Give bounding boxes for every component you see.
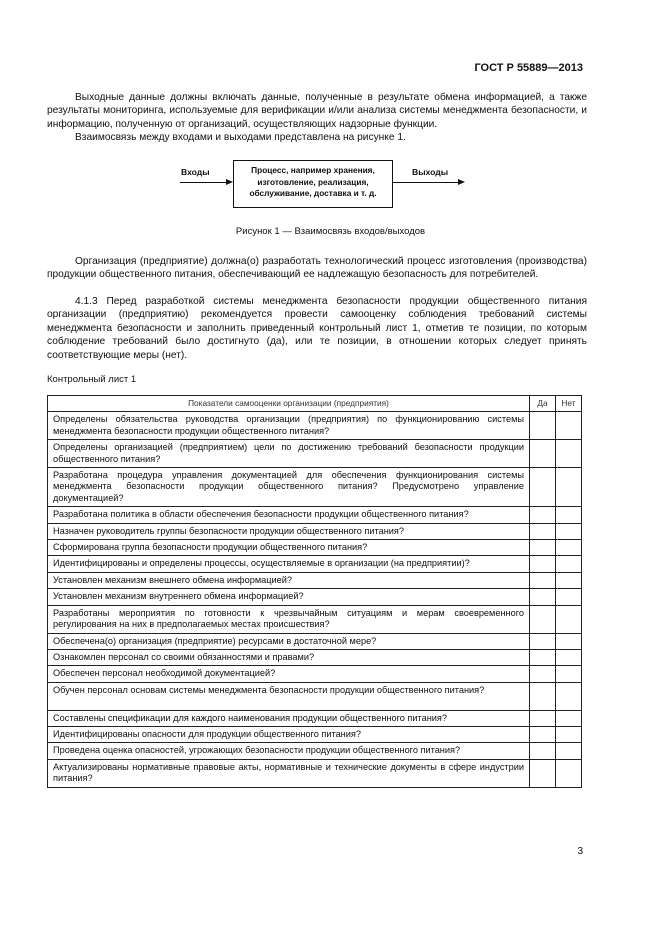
no-cell[interactable]	[556, 605, 582, 633]
diagram-output-label: Выходы	[412, 167, 449, 177]
checklist-question: Установлен механизм внутреннего обмена информацией?	[48, 589, 530, 605]
checklist-table	[47, 395, 582, 788]
yes-cell[interactable]	[530, 507, 556, 523]
table-row	[48, 572, 582, 588]
page-number: 3	[577, 846, 583, 857]
table-row	[48, 440, 582, 468]
no-cell[interactable]	[556, 682, 582, 710]
paragraph-text: Выходные данные должны включать данные, полученные в результате обмена информацией, а также результаты мониторинга, используемые для верификации и/или анализа системы менеджмента безопасности, и информацию, полученную от организаций, осуществляющих надзорные функции.	[47, 92, 587, 130]
no-cell[interactable]	[556, 507, 582, 523]
table-row	[48, 726, 582, 742]
yes-cell[interactable]	[530, 605, 556, 633]
yes-cell[interactable]	[530, 572, 556, 588]
no-cell[interactable]	[556, 440, 582, 468]
checklist-question: Установлен механизм внешнего обмена информацией?	[48, 572, 530, 588]
checklist-question: Составлены спецификации для каждого наименования продукции общественного питания?	[48, 710, 530, 726]
process-box	[233, 160, 393, 208]
column-header-yes: Да	[530, 396, 556, 412]
table-row	[48, 540, 582, 556]
no-cell[interactable]	[556, 666, 582, 682]
yes-cell[interactable]	[530, 412, 556, 440]
paragraph-relation	[47, 131, 587, 144]
no-cell[interactable]	[556, 556, 582, 572]
no-cell[interactable]	[556, 649, 582, 665]
process-line: обслуживание, доставка и т. д.	[249, 188, 377, 198]
yes-cell[interactable]	[530, 589, 556, 605]
table-row	[48, 589, 582, 605]
yes-cell[interactable]	[530, 556, 556, 572]
yes-cell[interactable]	[530, 649, 556, 665]
no-cell[interactable]	[556, 412, 582, 440]
table-header-row	[48, 396, 582, 412]
diagram-input-label: Входы	[181, 167, 210, 177]
table-row	[48, 605, 582, 633]
no-cell[interactable]	[556, 468, 582, 507]
output-arrow	[393, 182, 458, 183]
input-arrow	[180, 182, 226, 183]
paragraph-process	[47, 255, 587, 282]
yes-cell[interactable]	[530, 468, 556, 507]
no-cell[interactable]	[556, 633, 582, 649]
checklist-question: Идентифицированы и определены процессы, осуществляемые в организации (на предприятии)?	[48, 556, 530, 572]
yes-cell[interactable]	[530, 523, 556, 539]
yes-cell[interactable]	[530, 666, 556, 682]
checklist-question: Проведена оценка опасностей, угрожающих безопасности продукции общественного питания?	[48, 743, 530, 759]
checklist-label: Контрольный лист 1	[47, 374, 137, 385]
paragraph-text: Организация (предприятие) должна(о) разработать технологический процесс изготовления (производства) продукции общественного питания, обеспечивающий ее надлежащую безопасность для потребителей.	[47, 256, 587, 281]
no-cell[interactable]	[556, 523, 582, 539]
checklist-question: Обучен персонал основам системы менеджмента безопасности продукции общественного питания?	[48, 682, 530, 710]
checklist-question: Определены организацией (предприятием) цели по достижению требований безопасности продукции общественного питания?	[48, 440, 530, 468]
table-row	[48, 523, 582, 539]
checklist-question: Сформирована группа безопасности продукции общественного питания?	[48, 540, 530, 556]
table-row	[48, 412, 582, 440]
no-cell[interactable]	[556, 589, 582, 605]
document-code: ГОСТ Р 55889—2013	[474, 62, 583, 74]
no-cell[interactable]	[556, 710, 582, 726]
checklist-question: Разработана политика в области обеспечения безопасности продукции общественного питания?	[48, 507, 530, 523]
checklist-question: Ознакомлен персонал со своими обязанностями и правами?	[48, 649, 530, 665]
table-row	[48, 633, 582, 649]
checklist-question: Актуализированы нормативные правовые акты, нормативные и технические документы в сфере индустрии питания?	[48, 759, 530, 787]
column-header-no: Нет	[556, 396, 582, 412]
table-row	[48, 666, 582, 682]
figure-caption: Рисунок 1 — Взаимосвязь входов/выходов	[235, 226, 426, 237]
yes-cell[interactable]	[530, 726, 556, 742]
table-row	[48, 759, 582, 787]
checklist-question: Назначен руководитель группы безопасности продукции общественного питания?	[48, 523, 530, 539]
table-row	[48, 556, 582, 572]
process-line: изготовление, реализация,	[257, 176, 369, 187]
checklist-question: Обеспечена(о) организация (предприятие) ресурсами в достаточной мере?	[48, 633, 530, 649]
yes-cell[interactable]	[530, 743, 556, 759]
input-arrow-head	[226, 179, 233, 185]
yes-cell[interactable]	[530, 440, 556, 468]
paragraph-text: 4.1.3 Перед разработкой системы менеджмента безопасности продукции общественного питания организации (предприятию) рекомендуется провести самооценку соблюдения требований системы менеджмента безопасности и заполнить приведенный контрольный лист 1, отметив те позиции, по которым соблюдение требований было достигнуто (да), или те позиции, в отношении которых следует принять соответствующие меры (нет).	[47, 296, 587, 361]
output-arrow-head	[458, 179, 465, 185]
table-row	[48, 743, 582, 759]
checklist-question: Определены обязательства руководства организации (предприятия) по функционированию системы менеджмента безопасности продукции общественного питания?	[48, 412, 530, 440]
table-row	[48, 507, 582, 523]
paragraph-self-assessment	[47, 295, 587, 362]
no-cell[interactable]	[556, 540, 582, 556]
yes-cell[interactable]	[530, 633, 556, 649]
table-row	[48, 468, 582, 507]
checklist-question: Идентифицированы опасности для продукции общественного питания?	[48, 726, 530, 742]
checklist-question: Обеспечен персонал необходимой документацией?	[48, 666, 530, 682]
table-row	[48, 649, 582, 665]
yes-cell[interactable]	[530, 540, 556, 556]
no-cell[interactable]	[556, 726, 582, 742]
no-cell[interactable]	[556, 572, 582, 588]
paragraph-text: Взаимосвязь между входами и выходами представлена на рисунке 1.	[75, 132, 406, 143]
table-row	[48, 710, 582, 726]
column-header-question: Показатели самооценки организации (предприятия)	[48, 396, 530, 412]
process-line: Процесс, например хранения,	[251, 165, 375, 175]
yes-cell[interactable]	[530, 682, 556, 710]
checklist-question: Разработана процедура управления документацией для обеспечения функционирования системы менеджмента безопасности продукции общественного питания? Предусмотрено управление документацией?	[48, 468, 530, 507]
checklist-question: Разработаны мероприятия по готовности к чрезвычайным ситуациям и мерам своевременного регулирования на них в предполагаемых местах происшествия?	[48, 605, 530, 633]
table-row	[48, 682, 582, 710]
inputs-outputs-diagram	[0, 160, 661, 216]
yes-cell[interactable]	[530, 710, 556, 726]
paragraph-output-data	[47, 91, 587, 131]
no-cell[interactable]	[556, 759, 582, 787]
no-cell[interactable]	[556, 743, 582, 759]
yes-cell[interactable]	[530, 759, 556, 787]
